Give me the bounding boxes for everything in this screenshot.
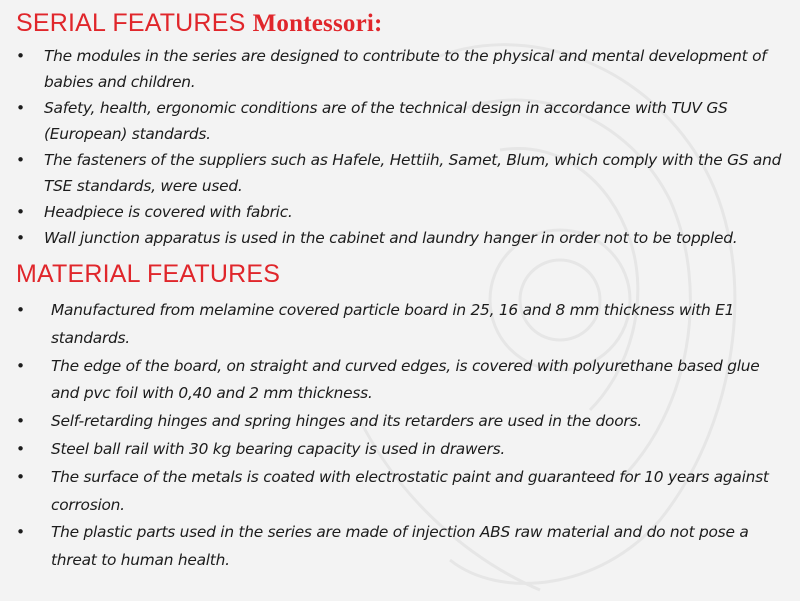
- bullet-icon: •: [16, 467, 25, 486]
- list-item-text: The surface of the metals is coated with electrostatic paint and guaranteed for 10 years against corrosion.: [51, 467, 769, 514]
- list-item-text: The fasteners of the suppliers such as Hafele, Hettiih, Samet, Blum, which comply with the GS and TSE standards, were used.: [44, 151, 782, 195]
- bullet-icon: •: [16, 439, 25, 458]
- serial-features-list: [16, 43, 786, 251]
- list-item: [16, 519, 786, 575]
- list-item-text: Headpiece is covered with fabric.: [44, 203, 293, 221]
- list-item: [16, 95, 786, 147]
- list-item-text: The modules in the series are designed to contribute to the physical and mental development of babies and children.: [44, 47, 767, 91]
- features-page: [16, 8, 786, 575]
- list-item: [16, 199, 786, 225]
- list-item: [16, 353, 786, 409]
- list-item-text: The edge of the board, on straight and curved edges, is covered with polyurethane based glue and pvc foil with 0,40 and 2 mm thickness.: [51, 356, 760, 403]
- bullet-icon: •: [16, 99, 25, 117]
- bullet-icon: •: [16, 203, 25, 221]
- list-item: [16, 464, 786, 520]
- material-features-list: [16, 297, 786, 575]
- bullet-icon: •: [16, 412, 25, 431]
- brand-name: Montessori:: [252, 10, 383, 37]
- list-item: [16, 408, 786, 436]
- list-item-text: Steel ball rail with 30 kg bearing capacity is used in drawers.: [51, 439, 505, 458]
- bullet-icon: •: [16, 47, 25, 65]
- serial-features-heading: [16, 8, 786, 39]
- bullet-icon: •: [16, 151, 25, 169]
- material-features-heading: MATERIAL FEATURES: [16, 260, 281, 288]
- list-item-text: Manufactured from melamine covered particle board in 25, 16 and 8 mm thickness with E1 standards.: [51, 301, 735, 347]
- list-item-text: Wall junction apparatus is used in the cabinet and laundry hanger in order not to be toppled.: [44, 229, 738, 247]
- list-item: [16, 225, 786, 251]
- list-item-text: Self-retarding hinges and spring hinges and its retarders are used in the doors.: [51, 412, 642, 431]
- list-item: [16, 43, 786, 95]
- list-item: [16, 436, 786, 464]
- bullet-icon: •: [16, 356, 25, 375]
- list-item-text: Safety, health, ergonomic conditions are of the technical design in accordance with TUV GS (European) standards.: [44, 99, 728, 143]
- bullet-icon: •: [16, 229, 25, 247]
- list-item-text: The plastic parts used in the series are made of injection ABS raw material and do not pose a threat to human health.: [51, 523, 749, 570]
- bullet-icon: •: [16, 301, 25, 319]
- bullet-icon: •: [16, 523, 25, 542]
- list-item: [16, 297, 786, 353]
- list-item: [16, 147, 786, 199]
- serial-features-title: SERIAL FEATURES: [16, 9, 246, 37]
